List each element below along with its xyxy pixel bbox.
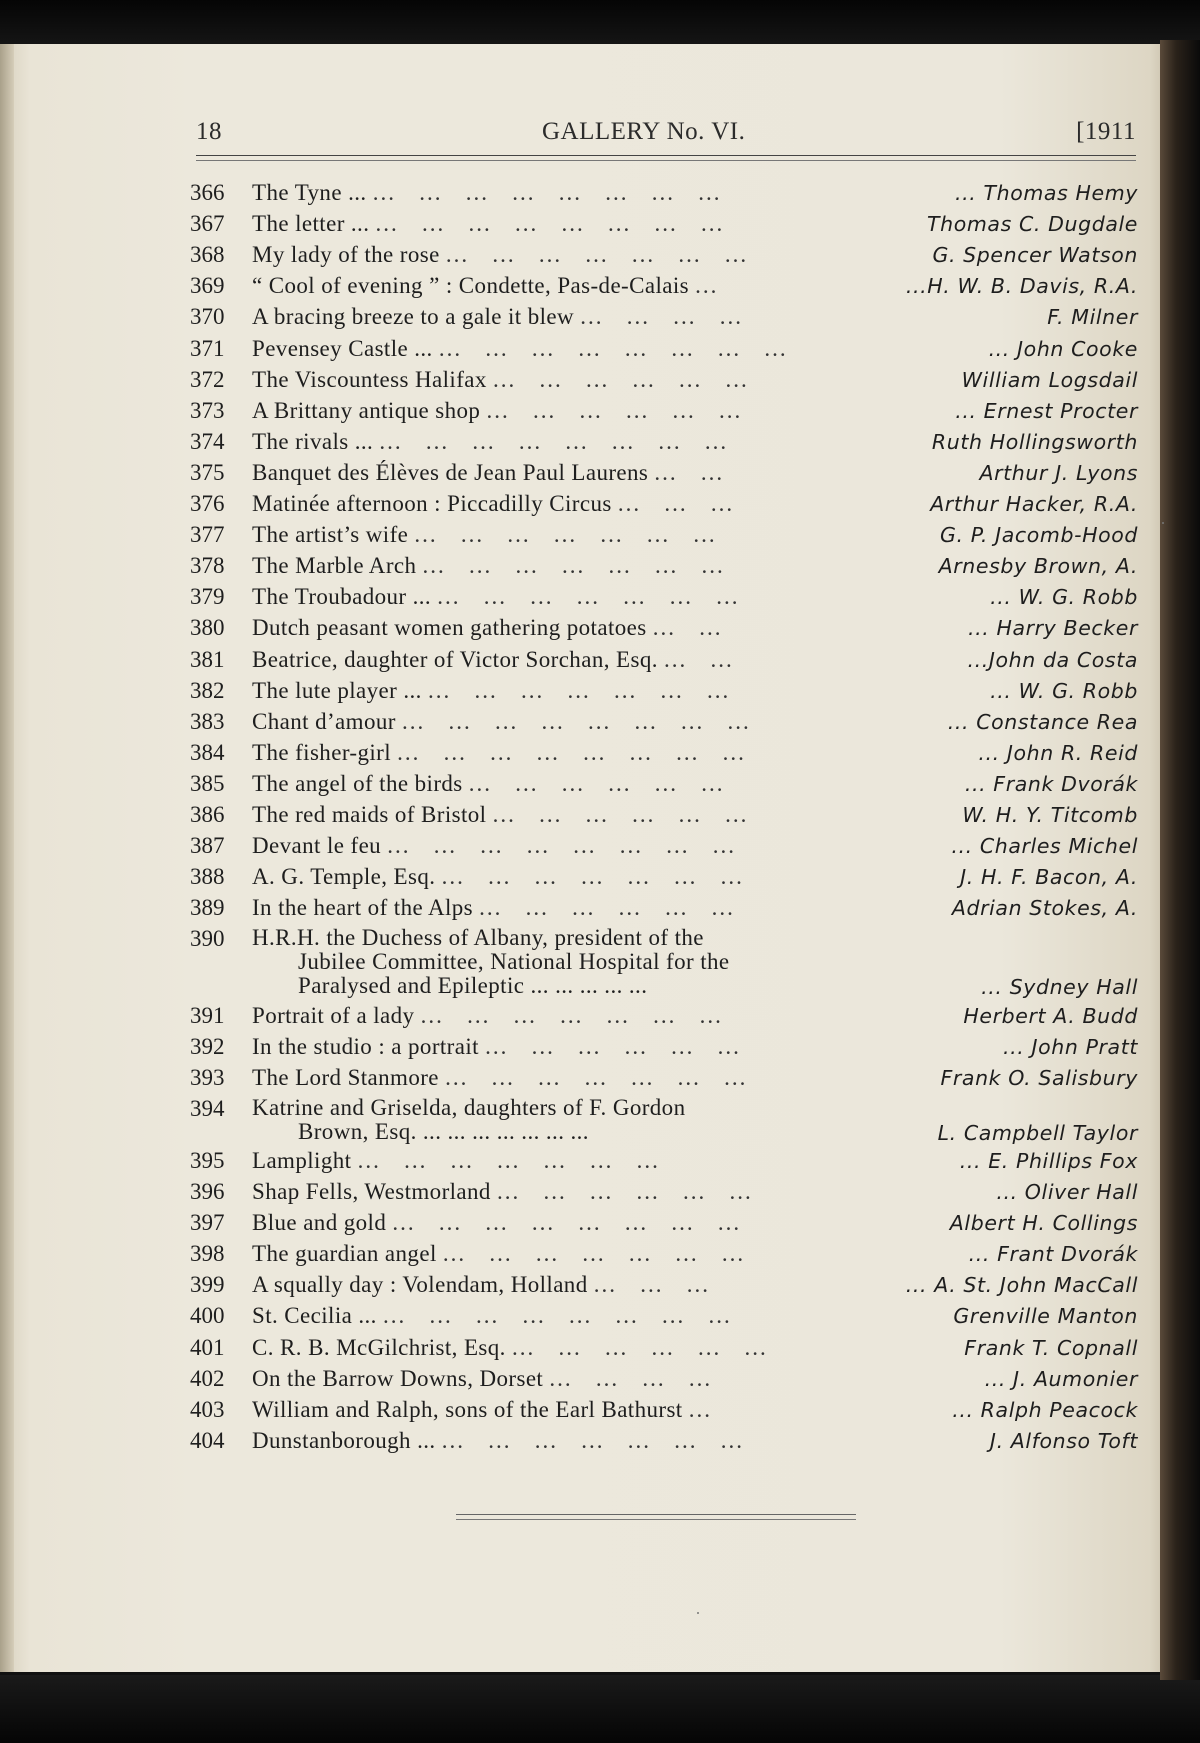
entry-number: 382: [190, 677, 225, 703]
entry-number: 379: [190, 584, 225, 610]
leader-dots: ... ... ... ... ... ...: [485, 1033, 741, 1059]
entry-title-text: Chant d’amour: [252, 708, 396, 734]
entry-number: 398: [190, 1241, 225, 1267]
leader-dots: ... ... ... ... ... ... ... ...: [401, 708, 751, 734]
entry-title-text: The rivals ...: [252, 428, 374, 454]
entry-artist: ... Constance Rea: [947, 709, 1138, 734]
entry-title-text: Matinée afternoon : Piccadilly Circus: [252, 491, 612, 516]
entry-artist: ... John Cooke: [988, 336, 1138, 361]
entry-number: 390: [190, 926, 225, 952]
catalogue-entry: [190, 584, 1150, 615]
leader-dots: ... ... ... ... ... ... ...: [422, 553, 725, 579]
entry-number: 369: [190, 273, 225, 299]
entry-number: 377: [190, 522, 225, 548]
entry-title-text: The lute player ...: [252, 677, 422, 703]
entry-title-text: “ Cool of evening ” : Condette, Pas-de-Calais: [252, 273, 690, 299]
entry-artist: Frank T. Copnall: [964, 1335, 1138, 1360]
entry-title-text: The Viscountess Halifax: [252, 366, 487, 392]
catalogue-entry: [190, 1303, 1150, 1334]
entry-title-text: Banquet des Élèves de Jean Paul Laurens: [252, 459, 649, 485]
entry-title-text: The guardian angel: [252, 1241, 437, 1267]
entry-number: 401: [190, 1334, 225, 1360]
entry-number: 389: [190, 895, 225, 921]
catalogue-entry: [190, 1366, 1150, 1397]
leader-dots: ... ... ... ... ... ... ...: [442, 1241, 746, 1267]
entry-artist: ...John da Costa: [967, 647, 1138, 672]
entry-number: 396: [190, 1179, 225, 1204]
leader-dots: ... ... ... ... ... ... ... ...: [438, 335, 788, 361]
entry-number: 388: [190, 864, 225, 890]
catalogue-entry: [190, 1210, 1150, 1241]
entry-title-line: Katrine and Griselda, daughters of F. Gordon: [252, 1094, 686, 1120]
entry-artist: ... Charles Michel: [951, 834, 1138, 859]
gallery-title: GALLERY No. VI.: [542, 118, 746, 145]
leader-dots: ... ... ... ... ... ... ... ...: [379, 428, 729, 454]
entry-artist: ... Ernest Procter: [955, 398, 1138, 423]
leader-dots: ... ...: [652, 615, 723, 641]
entry-title: [252, 336, 1112, 362]
entry-title: [252, 1428, 1112, 1454]
catalogue-entry: [190, 273, 1150, 304]
entry-number: 403: [190, 1396, 225, 1422]
entry-title-text: St. Cecilia ...: [252, 1303, 377, 1329]
catalogue-entry: [190, 304, 1150, 335]
entry-number: 378: [190, 553, 225, 579]
leader-dots: ... ... ... ... ... ...: [497, 1179, 753, 1204]
leader-dots: ... ... ... ... ... ... ...: [445, 1064, 748, 1090]
entry-number: 374: [190, 428, 225, 454]
entry-title-line: Paralysed and Epileptic ... ... ... ... ...: [298, 973, 648, 999]
entry-title-text: The Troubadour ...: [252, 584, 432, 610]
leader-dots: ...: [688, 1396, 713, 1422]
entry-number: 391: [190, 1002, 225, 1028]
entry-artist: ... W. G. Robb: [990, 585, 1138, 610]
entry-artist: ... E. Phillips Fox: [959, 1148, 1138, 1173]
entry-title: [252, 1034, 1112, 1060]
leader-dots: ... ... ... ... ... ... ...: [437, 584, 740, 610]
entry-artist: ... Frank Dvorák: [964, 771, 1138, 796]
entry-artist: Herbert A. Budd: [963, 1003, 1138, 1028]
entry-number: 386: [190, 802, 225, 827]
entry-number: 366: [190, 180, 225, 205]
page-header: [196, 112, 1136, 152]
entry-number: 375: [190, 459, 225, 485]
entry-artist: ...H. W. B. Davis, R.A.: [905, 274, 1138, 299]
paper-speck: [1162, 522, 1164, 524]
entry-number: 393: [190, 1064, 225, 1090]
entry-title-text: Lamplight: [252, 1147, 352, 1173]
entry-number: 404: [190, 1427, 225, 1453]
entry-title-line: Jubilee Committee, National Hospital for the: [298, 949, 730, 975]
catalogue-entry: [190, 895, 1150, 926]
catalogue-entry: [190, 429, 1150, 460]
catalogue-entry: [190, 833, 1150, 864]
leader-dots: ... ... ... ... ... ... ...: [441, 864, 744, 890]
catalogue-entry: [190, 491, 1150, 522]
entry-artist: ... Frant Dvorák: [968, 1242, 1138, 1267]
leader-dots: ... ... ... ... ... ... ... ...: [397, 739, 746, 765]
leader-dots: ... ... ... ... ... ... ... ...: [392, 1210, 742, 1236]
entry-artist: ... J. Aumonier: [984, 1366, 1138, 1391]
entry-title-text: A Brittany antique shop: [252, 397, 481, 423]
book-spine: [1160, 40, 1200, 1680]
leader-dots: ... ... ... ... ... ... ...: [441, 1427, 744, 1453]
leader-dots: ... ... ...: [617, 491, 735, 516]
catalogue-entry: [190, 460, 1150, 491]
leader-dots: ... ... ... ... ... ... ...: [445, 242, 749, 268]
catalogue-entry: [190, 1428, 1150, 1459]
catalogue-entry: [190, 771, 1150, 802]
entry-title-text: On the Barrow Downs, Dorset: [252, 1365, 544, 1391]
entry-artist: Ruth Hollingsworth: [931, 429, 1138, 454]
entry-title-text: Beatrice, daughter of Victor Sorchan, Esq.: [252, 646, 658, 672]
entry-title: [252, 584, 1112, 610]
entry-title-text: In the heart of the Alps: [252, 895, 474, 921]
entry-artist: Thomas C. Dugdale: [926, 212, 1138, 237]
entry-title-text: Shap Fells, Westmorland: [252, 1179, 491, 1204]
leader-dots: ...: [695, 273, 719, 299]
entry-number: 402: [190, 1365, 225, 1391]
catalogue-entry: [190, 367, 1150, 398]
entry-number: 376: [190, 491, 225, 516]
entry-number: 373: [190, 397, 225, 423]
catalogue-entry: [190, 1003, 1150, 1034]
entry-title-text: Pevensey Castle ...: [252, 335, 433, 361]
entry-title: [252, 1366, 1112, 1392]
catalogue-entry: [190, 336, 1150, 367]
entry-title-text: The red maids of Bristol: [252, 802, 487, 827]
entry-number: 381: [190, 646, 225, 672]
entry-number: 367: [190, 211, 225, 237]
catalogue-entry: [190, 709, 1150, 740]
header-rule: [196, 155, 1136, 161]
entry-artist: J. Alfonso Toft: [989, 1428, 1138, 1453]
paper-speck: [697, 1612, 699, 1614]
entry-artist: William Logsdail: [961, 367, 1138, 392]
catalogue-entry: [190, 1272, 1150, 1303]
catalogue-entry: [190, 1241, 1150, 1272]
footer-rule: [456, 1514, 856, 1520]
catalogue-entry: [190, 864, 1150, 895]
catalogue-entry: [190, 1397, 1150, 1428]
catalogue-entry: [190, 553, 1150, 584]
leader-dots: ... ... ... ...: [580, 304, 743, 330]
entry-artist: Albert H. Collings: [949, 1211, 1138, 1236]
entry-number: 372: [190, 366, 225, 392]
entry-artist: ... A. St. John MacCall: [905, 1273, 1138, 1298]
entry-title-text: The letter ...: [252, 211, 370, 237]
leader-dots: ... ... ... ... ... ... ... ...: [382, 1303, 732, 1329]
entry-title-text: William and Ralph, sons of the Earl Bathurst: [252, 1396, 683, 1422]
catalogue-entry: [190, 211, 1150, 242]
entry-title-text: The angel of the birds: [252, 770, 463, 796]
entry-artist: G. P. Jacomb-Hood: [939, 523, 1138, 548]
entry-number: 400: [190, 1303, 225, 1329]
entry-artist: Frank O. Salisbury: [940, 1065, 1138, 1090]
entry-title-text: C. R. B. McGilchrist, Esq.: [252, 1334, 506, 1360]
entry-title-text: Dunstanborough ...: [252, 1427, 436, 1453]
entry-title: [252, 1179, 1112, 1205]
entry-artist: ... John R. Reid: [978, 740, 1138, 765]
entry-number: 395: [190, 1147, 225, 1173]
entry-title-text: My lady of the rose: [252, 242, 440, 268]
entry-title: [252, 304, 1112, 330]
leader-dots: ... ... ... ... ... ...: [468, 770, 725, 796]
leader-dots: ... ... ... ... ... ... ...: [420, 1002, 723, 1028]
entry-title-text: The Tyne ...: [252, 180, 367, 205]
entry-number: 392: [190, 1033, 225, 1059]
catalogue-entry: [190, 647, 1150, 678]
entry-number: 394: [190, 1095, 225, 1121]
entry-title-text: A. G. Temple, Esq.: [252, 864, 436, 890]
year-label: [1911: [1076, 118, 1136, 145]
leader-dots: ... ...: [654, 459, 725, 485]
entry-artist: ... Oliver Hall: [996, 1180, 1138, 1204]
entry-title-text: A squally day : Volendam, Holland: [252, 1272, 588, 1298]
entry-artist: Arthur J. Lyons: [979, 460, 1138, 485]
leader-dots: ... ... ... ...: [549, 1365, 713, 1391]
entry-title-text: Devant le feu: [252, 833, 382, 859]
entry-title-text: In the studio : a portrait: [252, 1033, 479, 1059]
entry-title-text: Blue and gold: [252, 1210, 387, 1236]
entry-number: 387: [190, 833, 225, 859]
leader-dots: ... ... ... ... ... ...: [492, 366, 749, 392]
leader-dots: ... ... ... ... ... ...: [511, 1334, 768, 1360]
leader-dots: ... ...: [664, 646, 734, 672]
entry-title-text: A bracing breeze to a gale it blew: [252, 304, 575, 330]
entry-number: 380: [190, 615, 225, 641]
catalogue-entry: [190, 242, 1150, 273]
leader-dots: ... ... ... ... ... ... ... ...: [387, 833, 736, 859]
catalogue-entry: [190, 1094, 1150, 1145]
catalogue-entry: [190, 802, 1150, 833]
leader-dots: ... ... ... ... ... ...: [486, 397, 743, 423]
entry-artist: J. H. F. Bacon, A.: [960, 865, 1138, 890]
entry-title-text: Portrait of a lady: [252, 1002, 415, 1028]
entry-artist: G. Spencer Watson: [932, 243, 1138, 268]
entry-title-line: H.R.H. the Duchess of Albany, president of the: [252, 925, 704, 951]
catalogue-entry: [190, 398, 1150, 429]
entry-title-text: Dutch peasant women gathering potatoes: [252, 615, 647, 641]
entry-artist: L. Campbell Taylor: [937, 1120, 1138, 1145]
catalogue-entry: [190, 1179, 1150, 1210]
entry-title-text: The Marble Arch: [252, 553, 417, 579]
catalogue-entry: [190, 925, 1150, 1000]
entry-artist: Arnesby Brown, A.: [938, 554, 1138, 579]
entry-artist: Grenville Manton: [953, 1304, 1138, 1329]
entry-title-line: Brown, Esq. ... ... ... ... ... ... ...: [298, 1118, 589, 1144]
entry-number: 368: [190, 242, 225, 268]
entry-title-text: The Lord Stanmore: [252, 1064, 439, 1090]
leader-dots: ... ... ... ... ... ... ...: [427, 677, 731, 703]
leader-dots: ... ... ... ... ... ... ...: [414, 522, 717, 548]
page-edge: [0, 44, 14, 1672]
catalogue-entry: [190, 180, 1150, 211]
entry-artist: ... Thomas Hemy: [955, 181, 1138, 205]
leader-dots: ... ... ... ... ... ...: [492, 802, 749, 827]
entry-artist: F. Milner: [1047, 305, 1138, 330]
leader-dots: ... ... ... ... ... ... ... ...: [372, 180, 722, 205]
catalogue-entry: [190, 678, 1150, 709]
entry-artist: Adrian Stokes, A.: [951, 896, 1138, 921]
catalogue-entry: [190, 1065, 1150, 1096]
entry-artist: ... Ralph Peacock: [952, 1397, 1138, 1422]
entry-number: 371: [190, 335, 225, 361]
catalogue-entry: [190, 740, 1150, 771]
entry-artist: W. H. Y. Titcomb: [962, 803, 1138, 827]
entry-title: [252, 678, 1112, 704]
leader-dots: ... ... ... ... ... ... ...: [357, 1147, 660, 1173]
entry-artist: ... John Pratt: [1003, 1034, 1138, 1059]
page-number: 18: [196, 118, 222, 145]
catalogue-entry: [190, 1335, 1150, 1366]
catalogue-entry: [190, 1148, 1150, 1179]
entry-artist: ... Harry Becker: [967, 616, 1138, 641]
entry-number: 399: [190, 1272, 225, 1298]
entry-title-text: The fisher-girl: [252, 739, 392, 765]
entry-number: 384: [190, 739, 225, 765]
catalogue-entry: [190, 615, 1150, 646]
entry-artist: ... W. G. Robb: [990, 678, 1138, 703]
catalogue-entry: [190, 522, 1150, 553]
entry-number: 385: [190, 770, 225, 796]
entry-number: 370: [190, 304, 225, 330]
scan-background-bottom: [0, 1675, 1200, 1743]
entry-artist: ... Sydney Hall: [981, 975, 1138, 1000]
entry-title-text: The artist’s wife: [252, 522, 409, 548]
leader-dots: ... ... ... ... ... ...: [479, 895, 735, 921]
leader-dots: ... ... ...: [593, 1272, 711, 1298]
leader-dots: ... ... ... ... ... ... ... ...: [375, 211, 725, 237]
entry-number: 383: [190, 708, 225, 734]
entry-artist: Arthur Hacker, R.A.: [930, 492, 1138, 516]
entry-number: 397: [190, 1210, 225, 1236]
catalogue-entry: [190, 1034, 1150, 1065]
